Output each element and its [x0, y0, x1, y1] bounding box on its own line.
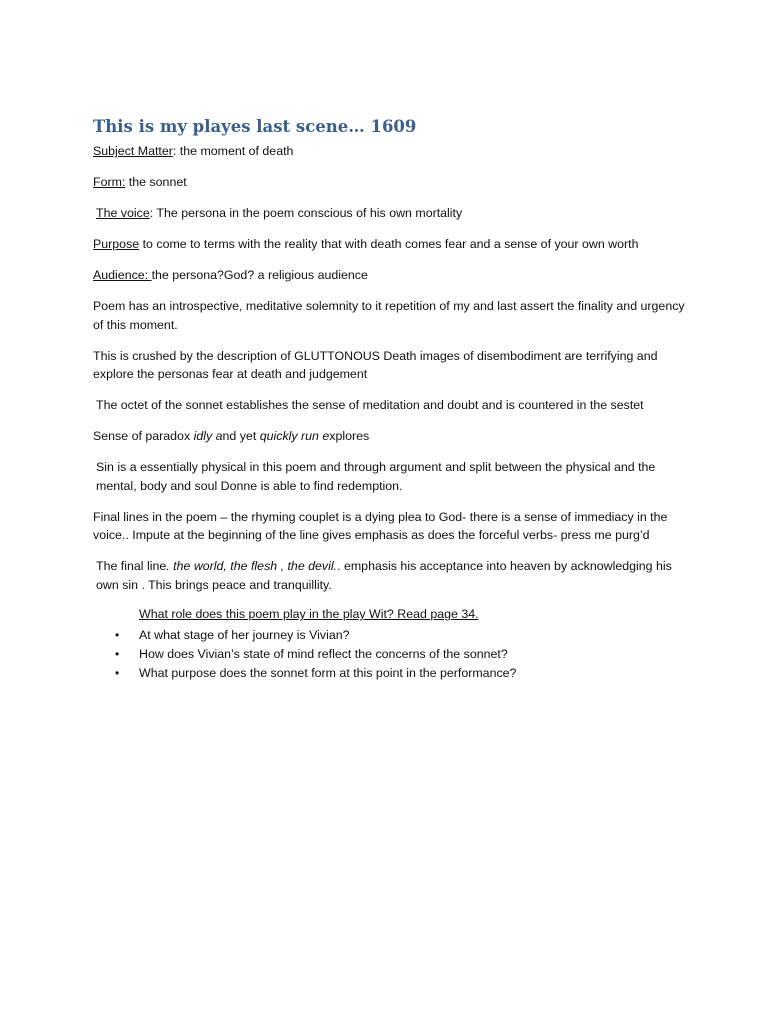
voice-text: : The persona in the poem conscious of his own mortality: [149, 206, 463, 220]
paradox-text-f: xplores: [329, 429, 370, 443]
subject-matter-label: Subject Matter: [93, 144, 173, 158]
paragraph-final-line: [93, 557, 693, 594]
paradox-text-a: Sense of parado: [93, 429, 184, 443]
voice-line: [93, 204, 693, 223]
paradox-text-b: x: [183, 429, 194, 443]
subject-matter-text: : the moment of death: [172, 144, 294, 158]
paragraph-gluttonous-death: This is crushed by the description of GLUTTONOUS Death images of disembodiment are terrifying and explore the personas fear at death and judgement: [93, 348, 658, 381]
paradox-text-d: nd yet: [222, 429, 260, 443]
bullet-icon: •: [115, 646, 120, 661]
list-item: [93, 645, 693, 664]
final-line-text-a: The final line: [96, 559, 167, 573]
paragraph-sin: Sin is a essentially physical in this poem and through argument and split between the physical and the mental, body and soul Donne is able to find redemption.: [96, 460, 656, 493]
list-item-text: At what stage of her journey is Vivian?: [139, 627, 350, 642]
list-item-text: How does Vivian’s state of mind reflect the concerns of the sonnet?: [139, 646, 508, 661]
form-line: [93, 173, 693, 192]
audience-label: Audience:: [93, 268, 152, 282]
list-item: [93, 626, 693, 645]
form-text: the sonnet: [125, 175, 187, 189]
paragraph-final-lines: Final lines in the poem – the rhyming couplet is a dying plea to God- there is a sense of immediacy in the voice.. Impute at the beginning of the line gives emphasis as does the forceful verbs- press me purg’d: [93, 509, 668, 542]
audience-line: [93, 266, 693, 285]
paradox-italic-quickly-run: quickly run e: [259, 429, 330, 443]
final-line-italic-quote: . the world, the flesh , the devil.: [166, 559, 338, 573]
question-list: [93, 626, 693, 683]
bullet-icon: •: [115, 665, 120, 680]
purpose-text: to come to terms with the reality that with death comes fear and a sense of your own worth: [139, 237, 639, 251]
page-title: This is my playes last scene… 1609: [93, 117, 417, 136]
voice-label: The voice: [96, 206, 150, 220]
purpose-label: Purpose: [93, 237, 140, 251]
list-item-text: What purpose does the sonnet form at this point in the performance?: [139, 665, 517, 680]
form-label: Form:: [93, 175, 126, 189]
paragraph-paradox: [93, 427, 693, 446]
bullet-icon: •: [115, 627, 120, 642]
final-line-text-c: . emphasis his acceptance into heaven by acknowledging his own sin . This brings peace and tranquillity.: [96, 559, 672, 592]
question-heading: What role does this poem play in the play Wit? Read page 34.: [139, 607, 479, 621]
document-body: [93, 116, 693, 683]
paragraph-octet: The octet of the sonnet establishes the sense of meditation and doubt and is countered in the sestet: [96, 398, 644, 412]
subject-matter-line: [93, 142, 693, 161]
audience-text: the persona?God? a religious audience: [151, 268, 368, 282]
paragraph-solemnity: Poem has an introspective, meditative solemnity to it repetition of my and last assert the finality and urgency of this moment.: [93, 299, 685, 332]
list-item: [93, 664, 693, 683]
purpose-line: [93, 235, 693, 254]
paradox-italic-idly: idly a: [193, 429, 223, 443]
